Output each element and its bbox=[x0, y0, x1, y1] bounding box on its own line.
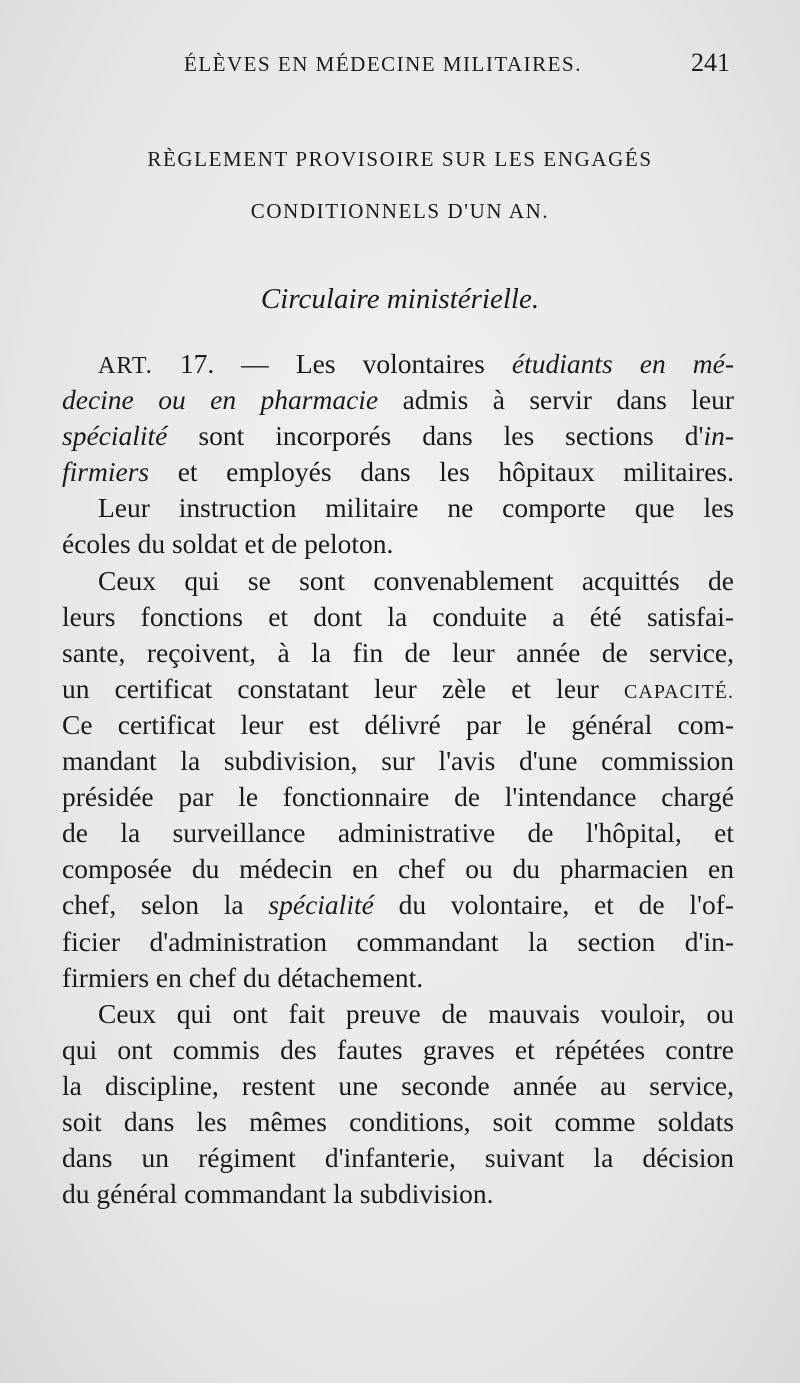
text-line bbox=[62, 671, 734, 707]
text-run: admis à servir dans leur bbox=[378, 384, 734, 416]
running-title: ÉLÈVES EN MÉDECINE MILITAIRES. bbox=[184, 52, 582, 76]
text-line bbox=[62, 454, 734, 490]
text-line: Ce certificat leur est délivré par le général com- bbox=[62, 708, 734, 740]
text-line: du général commandant la subdivision. bbox=[62, 1178, 494, 1210]
italic-run: spécialité bbox=[62, 420, 168, 452]
text-line: soit dans les mêmes conditions, soit comme soldats bbox=[62, 1105, 734, 1137]
text-run: un certificat constatant leur zèle et leur bbox=[62, 672, 625, 704]
italic-run: decine ou en pharmacie bbox=[62, 384, 379, 416]
text-line: qui ont commis des fautes graves et répétées contre bbox=[62, 1033, 734, 1065]
text-run: 17. — Les volontaires bbox=[152, 348, 512, 379]
text-run: et employés dans les hôpitaux militaires. bbox=[149, 456, 734, 488]
text-line bbox=[62, 346, 734, 382]
text-run: sont incorporés dans les sections d' bbox=[167, 420, 704, 452]
text-line: dans un régiment d'infanterie, suivant la décision bbox=[62, 1142, 734, 1174]
text-line bbox=[62, 887, 734, 923]
text-line: de la surveillance administrative de l'hôpital, et bbox=[62, 817, 734, 849]
section-heading-line-1: RÈGLEMENT PROVISOIRE SUR LES ENGAGÉS bbox=[147, 147, 653, 171]
text-run: chef, selon la bbox=[62, 889, 269, 921]
small-caps-run: CAPACITÉ. bbox=[624, 680, 734, 703]
text-line: Leur instruction militaire ne comporte que les bbox=[98, 492, 734, 524]
text-line: la discipline, restent une seconde année au service, bbox=[62, 1069, 734, 1101]
section-heading-line-2: CONDITIONNELS D'UN AN. bbox=[250, 199, 550, 223]
text-line: composée du médecin en chef ou du pharmacien en bbox=[62, 853, 734, 885]
text-line: mandant la subdivision, sur l'avis d'une commission bbox=[62, 745, 734, 777]
article-text bbox=[62, 346, 734, 1212]
italic-run: spécialité bbox=[268, 889, 374, 921]
subtitle: Circulaire ministérielle. bbox=[260, 283, 540, 315]
text-line: sante, reçoivent, à la fin de leur année de service, bbox=[62, 636, 734, 668]
text-line: Ceux qui ont fait preuve de mauvais vouloir, ou bbox=[98, 997, 734, 1029]
page-number: 241 bbox=[691, 48, 730, 77]
text-line: présidée par le fonctionnaire de l'intendance chargé bbox=[62, 781, 734, 813]
text-run: du volontaire, et de l'of- bbox=[373, 889, 735, 921]
article-label: ART. bbox=[98, 353, 153, 379]
italic-run: firmiers bbox=[62, 456, 150, 488]
italic-run: étudiants en mé- bbox=[511, 348, 734, 379]
running-head bbox=[170, 48, 730, 88]
text-line: écoles du soldat et de peloton. bbox=[62, 528, 394, 560]
text-line: ficier d'administration commandant la section d'in- bbox=[62, 925, 734, 957]
text-line bbox=[62, 418, 734, 454]
italic-run: in- bbox=[703, 420, 734, 452]
text-line: leurs fonctions et dont la conduite a été satisfai- bbox=[62, 600, 734, 632]
text-line: firmiers en chef du détachement. bbox=[62, 961, 424, 993]
text-line: Ceux qui se sont convenablement acquittés de bbox=[98, 564, 734, 596]
text-line bbox=[62, 382, 734, 418]
